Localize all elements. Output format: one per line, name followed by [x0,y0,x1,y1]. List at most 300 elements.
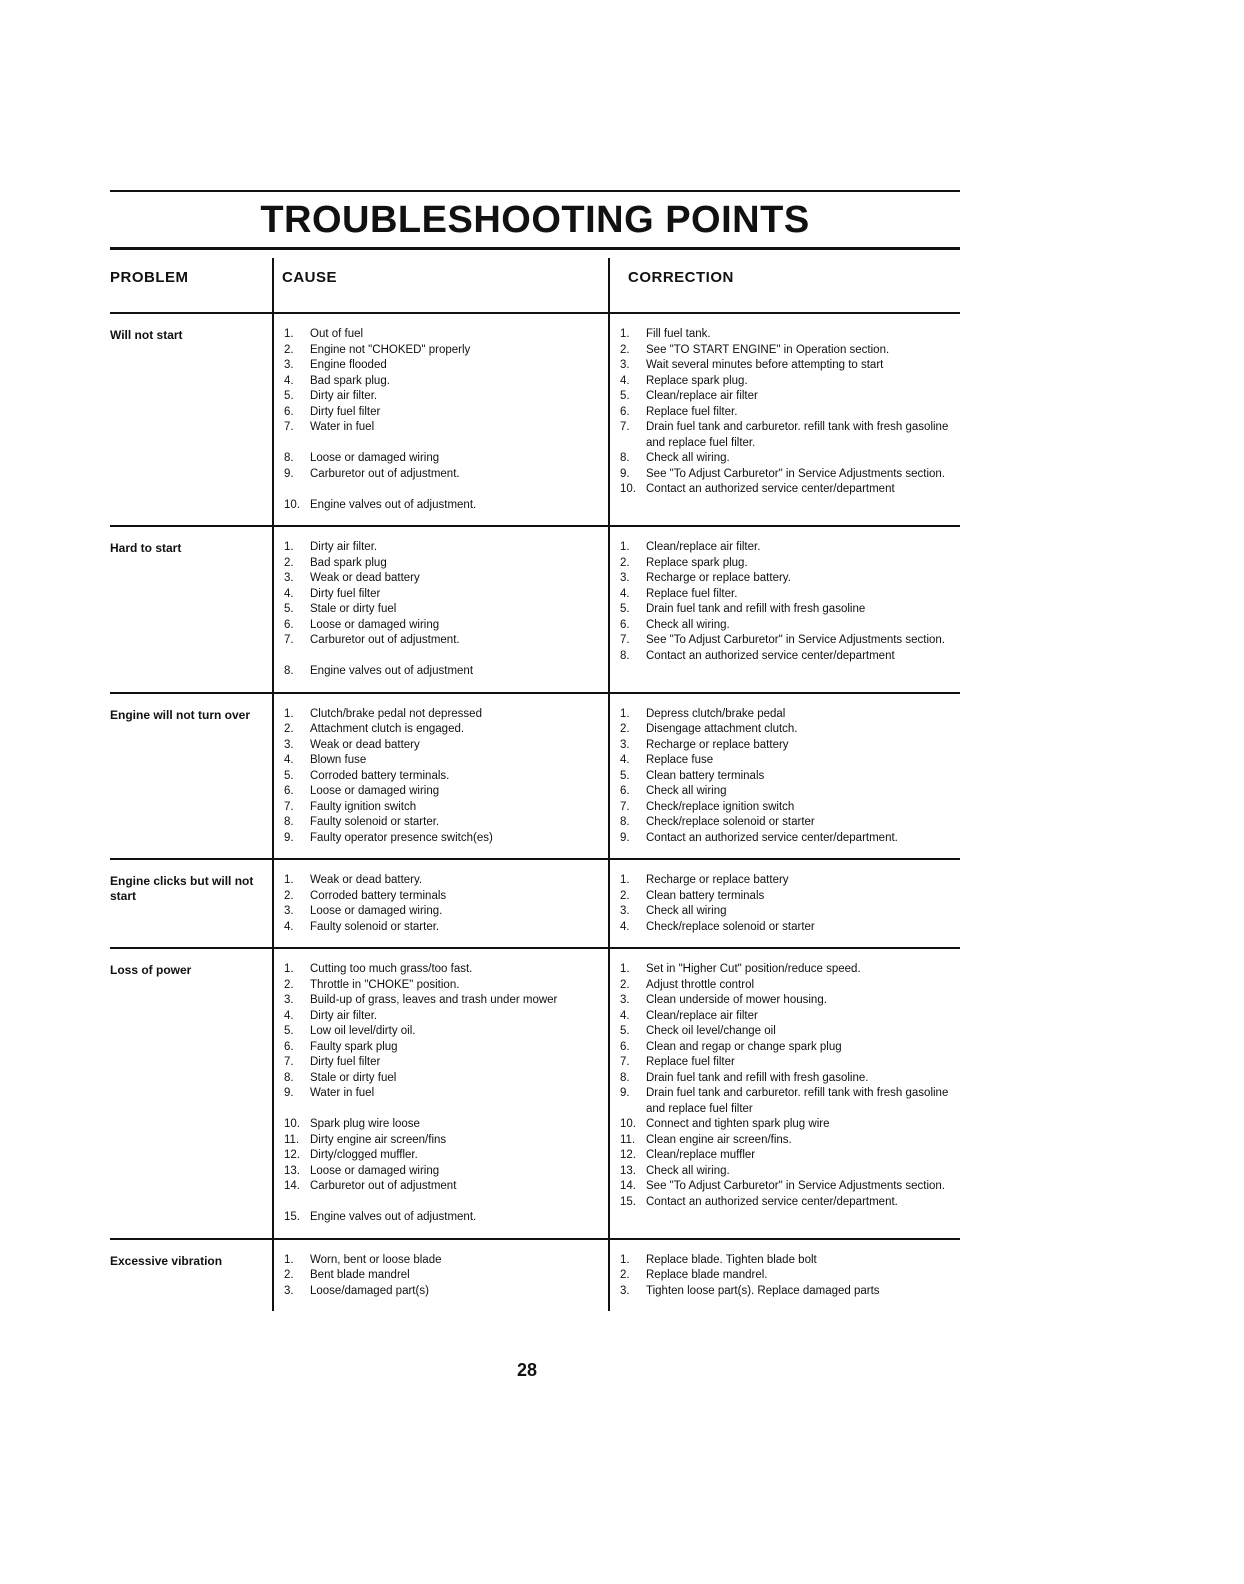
column-divider [608,527,610,692]
correction-text: Clean engine air screen/fins. [646,1133,792,1146]
cause-number: 7. [284,634,294,646]
cause-item [276,738,612,754]
correction-text: Clean battery terminals [646,769,765,782]
correction-number: 1. [620,328,630,340]
problem-section [110,314,960,527]
cause-text: Cutting too much grass/too fast. [310,963,473,975]
cause-text: Carburetor out of adjustment. [310,634,460,646]
cause-item [276,618,612,634]
cause-text: Engine valves out of adjustment. [310,498,477,511]
correction-number: 4. [620,754,630,766]
column-divider [608,949,610,1238]
correction-item [612,962,960,978]
correction-text: Check all wiring [646,905,727,917]
correction-number: 3. [620,1284,630,1297]
cause-number: 9. [284,1087,294,1099]
correction-text: Replace spark plug. [646,556,748,569]
correction-number: 14. [620,1180,636,1192]
cause-item [276,800,612,816]
correction-item [612,1086,960,1117]
correction-item [612,389,960,405]
cause-number: 3. [284,1284,294,1297]
correction-item [612,707,960,723]
column-divider [272,860,274,947]
correction-number: 4. [620,920,630,933]
cause-item [276,405,612,421]
correction-number: 3. [620,359,630,371]
correction-number: 7. [620,800,630,813]
cause-item [276,358,612,374]
correction-number: 7. [620,1056,630,1068]
problem-section [110,949,960,1240]
correction-text: Drain fuel tank and carburetor. refill tank with fresh gasoline and replace fuel filter [646,1087,949,1115]
correction-text: Drain fuel tank and carburetor. refill tank with fresh gasoline and replace fuel filter. [646,421,949,449]
correction-item [612,556,960,572]
cause-list [276,873,612,935]
problem-section [110,527,960,694]
cause-item [276,993,612,1009]
cause-item [276,784,612,800]
cause-text: Spark plug wire loose [310,1118,420,1130]
troubleshooting-page [110,190,960,1311]
problem-section [110,694,960,861]
correction-item [612,1024,960,1040]
correction-number: 13. [620,1164,636,1177]
column-divider [608,694,610,859]
cause-item [276,587,612,603]
correction-text: See "TO START ENGINE" in Operation section. [646,343,890,356]
correction-number: 3. [620,905,630,917]
cause-item [276,1040,612,1056]
cause-list [276,540,612,680]
correction-item [612,571,960,587]
cause-item [276,1102,612,1118]
correction-item [612,784,960,800]
cause-item [276,556,612,572]
cause-text: Engine valves out of adjustment [310,665,474,677]
cause-text: Out of fuel [310,328,364,340]
header-correction: CORRECTION [628,269,734,286]
cause-number: 12. [284,1149,300,1161]
header-cause: CAUSE [282,269,338,286]
cause-text: Engine not "CHOKED" properly [310,343,471,356]
cause-text: Water in fuel [310,421,375,433]
correction-text: Clean battery terminals [646,889,765,902]
correction-item [612,1117,960,1133]
correction-text: Check all wiring. [646,618,730,631]
cause-number: 2. [284,1269,294,1281]
correction-number: 6. [620,1040,630,1053]
cause-item [276,1071,612,1087]
correction-item [612,420,960,451]
cause-text: Weak or dead battery [310,572,420,584]
cause-text: Dirty/clogged muffler. [310,1149,418,1161]
correction-number: 1. [620,707,630,720]
cause-text: Dirty fuel filter [310,587,381,600]
header-problem: PROBLEM [110,269,189,286]
cause-list [276,1253,612,1300]
correction-text: Drain fuel tank and refill with fresh gasoline. [646,1071,869,1084]
correction-list [612,873,960,935]
correction-list [612,962,960,1226]
problem-section [110,1240,960,1312]
correction-text: Recharge or replace battery. [646,572,791,584]
cause-text: Engine flooded [310,359,387,371]
cause-item [276,1133,612,1149]
cause-number: 2. [284,978,294,991]
cause-item [276,1009,612,1025]
correction-item [612,873,960,889]
correction-text: Replace blade. Tighten blade bolt [646,1253,817,1266]
correction-item [612,738,960,754]
correction-number: 5. [620,390,630,402]
cause-item [276,664,612,680]
column-divider [272,949,274,1238]
cause-item [276,540,612,556]
cause-item [276,1117,612,1133]
column-divider [272,694,274,859]
correction-number: 1. [620,541,630,553]
correction-number: 8. [620,452,630,464]
cause-text: Carburetor out of adjustment. [310,467,460,480]
cause-number: 6. [284,1040,294,1053]
cause-text: Dirty engine air screen/fins [310,1133,447,1146]
correction-item [612,1148,960,1164]
cause-text: Bent blade mandrel [310,1269,410,1281]
cause-number: 15. [284,1211,300,1223]
problem-label: Excessive vibration [110,1253,223,1268]
cause-text: Faulty spark plug [310,1040,398,1053]
cause-number: 7. [284,421,294,433]
cause-list [276,707,612,847]
cause-number: 4. [284,587,294,600]
correction-item [612,1009,960,1025]
correction-number: 6. [620,618,630,631]
cause-item [276,649,612,665]
cause-number: 7. [284,1056,294,1068]
correction-text: Depress clutch/brake pedal [646,707,786,720]
correction-item [612,451,960,467]
correction-item [612,358,960,374]
cause-number: 3. [284,738,294,751]
correction-item [612,889,960,905]
cause-text: Attachment clutch is engaged. [310,723,465,735]
cause-text: Loose/damaged part(s) [310,1284,429,1297]
cause-item [276,420,612,436]
cause-text: Worn, bent or loose blade [310,1253,442,1266]
cause-item [276,962,612,978]
cause-text: Corroded battery terminals. [310,769,450,782]
cause-item [276,1086,612,1102]
problem-label: Hard to start [110,541,182,555]
cause-number: 4. [284,754,294,766]
correction-text: Check all wiring. [646,1164,730,1177]
cause-text: Corroded battery terminals [310,889,447,902]
cause-number: 6. [284,405,294,418]
correction-text: Check all wiring [646,785,727,797]
correction-text: Wait several minutes before attempting to start [646,359,884,371]
cause-text: Dirty air filter. [310,390,378,402]
column-divider [272,258,274,312]
correction-item [612,993,960,1009]
cause-text: Loose or damaged wiring [310,618,440,631]
correction-text: Recharge or replace battery [646,738,789,751]
correction-item [612,831,960,847]
cause-item [276,831,612,847]
correction-number: 2. [620,343,630,356]
cause-item [276,753,612,769]
cause-number: 3. [284,572,294,584]
correction-item [612,1071,960,1087]
cause-item [276,1195,612,1211]
correction-number: 3. [620,994,630,1006]
correction-item [612,1195,960,1211]
correction-text: Contact an authorized service center/department. [646,1195,898,1208]
correction-list [612,707,960,847]
cause-text: Stale or dirty fuel [310,603,397,615]
cause-text: Water in fuel [310,1087,375,1099]
correction-item [612,1268,960,1284]
correction-item [612,1133,960,1149]
correction-number: 3. [620,572,630,584]
correction-text: Adjust throttle control [646,978,755,991]
correction-number: 2. [620,1269,630,1281]
cause-number: 5. [284,390,294,402]
cause-text: Carburetor out of adjustment [310,1180,457,1192]
correction-number: 4. [620,587,630,600]
column-divider [272,1240,274,1312]
correction-number: 10. [620,483,636,495]
correction-item [612,815,960,831]
cause-text: Faulty operator presence switch(es) [310,831,493,844]
cause-item [276,374,612,390]
correction-text: Contact an authorized service center/department [646,483,895,495]
correction-text: Clean underside of mower housing. [646,994,827,1006]
cause-item [276,1148,612,1164]
cause-number: 8. [284,1071,294,1084]
correction-item [612,769,960,785]
cause-number: 10. [284,498,300,511]
cause-item [276,451,612,467]
correction-text: Contact an authorized service center/department. [646,831,898,844]
column-divider [272,527,274,692]
cause-text: Engine valves out of adjustment. [310,1211,477,1223]
correction-item [612,978,960,994]
correction-item [612,467,960,483]
correction-item [612,343,960,359]
correction-text: Set in "Higher Cut" position/reduce speed. [646,963,861,975]
correction-text: Check/replace ignition switch [646,800,795,813]
cause-text: Weak or dead battery [310,738,420,751]
cause-number: 13. [284,1164,300,1177]
correction-item [612,800,960,816]
cause-list [276,327,612,513]
table-header [110,250,960,314]
correction-number: 5. [620,769,630,782]
column-divider [608,860,610,947]
correction-item [612,753,960,769]
correction-text: Replace blade mandrel. [646,1269,768,1281]
problem-label: Loss of power [110,963,192,977]
cause-number: 5. [284,1025,294,1037]
cause-number: 9. [284,831,294,844]
correction-text: Tighten loose part(s). Replace damaged parts [646,1284,880,1297]
cause-number: 14. [284,1180,300,1192]
cause-text: Weak or dead battery. [310,874,423,886]
correction-text: See "To Adjust Carburetor" in Service Adjustments section. [646,634,946,646]
cause-item [276,1210,612,1226]
correction-item [612,602,960,618]
cause-number: 1. [284,707,294,720]
cause-number: 9. [284,467,294,480]
cause-item [276,482,612,498]
cause-item [276,769,612,785]
correction-number: 12. [620,1149,636,1161]
correction-item [612,1055,960,1071]
cause-item [276,633,612,649]
correction-item [612,374,960,390]
correction-number: 2. [620,978,630,991]
correction-item [612,482,960,498]
page-title: TROUBLESHOOTING POINTS [260,199,810,241]
cause-number: 11. [284,1133,300,1146]
cause-item [276,498,612,514]
cause-number: 2. [284,556,294,569]
correction-number: 10. [620,1118,636,1130]
cause-text: Loose or damaged wiring. [310,905,443,917]
cause-item [276,436,612,452]
cause-text: Faulty solenoid or starter. [310,920,440,933]
cause-item [276,1253,612,1269]
cause-item [276,327,612,343]
correction-text: Clean/replace muffler [646,1149,756,1161]
cause-number: 8. [284,816,294,828]
correction-item [612,405,960,421]
cause-item [276,467,612,483]
correction-item [612,904,960,920]
cause-number: 2. [284,889,294,902]
correction-text: Replace spark plug. [646,374,748,387]
correction-number: 7. [620,421,630,433]
cause-item [276,1164,612,1180]
correction-text: Clean and regap or change spark plug [646,1040,842,1053]
correction-text: Check/replace solenoid or starter [646,920,815,933]
cause-number: 4. [284,1009,294,1022]
correction-text: Replace fuel filter. [646,405,738,418]
correction-text: Replace fuel filter. [646,587,738,600]
correction-number: 8. [620,816,630,828]
cause-text: Throttle in "CHOKE" position. [310,978,460,991]
correction-text: Check oil level/change oil [646,1025,776,1037]
cause-number: 4. [284,920,294,933]
correction-number: 8. [620,649,630,662]
correction-item [612,722,960,738]
correction-number: 7. [620,634,630,646]
correction-text: See "To Adjust Carburetor" in Service Adjustments section. [646,1180,946,1192]
problem-label: Engine clicks but will not start [110,874,254,903]
correction-list [612,1253,960,1300]
cause-item [276,815,612,831]
correction-text: Clean/replace air filter. [646,541,761,553]
problem-label: Engine will not turn over [110,707,251,722]
cause-text: Dirty air filter. [310,1009,378,1022]
correction-text: Connect and tighten spark plug wire [646,1118,830,1130]
cause-item [276,389,612,405]
cause-item [276,571,612,587]
correction-number: 15. [620,1195,636,1208]
cause-text: Stale or dirty fuel [310,1071,397,1084]
problem-section [110,860,960,949]
column-divider [272,314,274,525]
cause-number: 8. [284,665,294,677]
cause-number: 10. [284,1118,300,1130]
cause-item [276,1268,612,1284]
cause-text: Bad spark plug [310,556,387,569]
correction-number: 2. [620,556,630,569]
cause-item [276,904,612,920]
cause-list [276,962,612,1226]
correction-number: 11. [620,1133,636,1146]
correction-number: 4. [620,1009,630,1022]
cause-text: Dirty air filter. [310,541,378,553]
correction-item [612,1164,960,1180]
cause-text: Loose or damaged wiring [310,452,440,464]
correction-item [612,649,960,665]
cause-item [276,722,612,738]
cause-number: 6. [284,618,294,631]
cause-text: Low oil level/dirty oil. [310,1025,416,1037]
cause-number: 5. [284,769,294,782]
column-divider [608,258,610,312]
correction-number: 9. [620,831,630,844]
correction-text: Replace fuse [646,754,714,766]
cause-number: 1. [284,328,294,340]
page-number: 28 [516,1360,538,1380]
correction-number: 2. [620,889,630,902]
correction-number: 1. [620,963,630,975]
correction-item [612,587,960,603]
cause-number: 2. [284,723,294,735]
cause-number: 2. [284,343,294,356]
correction-text: Clean/replace air filter [646,390,758,402]
column-divider [608,314,610,525]
cause-item [276,343,612,359]
correction-number: 8. [620,1071,630,1084]
correction-number: 3. [620,738,630,751]
correction-text: Recharge or replace battery [646,874,789,886]
correction-list [612,327,960,513]
correction-text: Disengage attachment clutch. [646,723,798,735]
cause-item [276,1179,612,1195]
cause-text: Clutch/brake pedal not depressed [310,707,482,720]
correction-number: 9. [620,1087,630,1099]
cause-item [276,1055,612,1071]
correction-number: 2. [620,723,630,735]
column-divider [608,1240,610,1312]
cause-number: 8. [284,452,294,464]
problem-label: Will not start [110,328,183,342]
correction-text: Check all wiring. [646,452,730,464]
troubleshooting-table [110,314,960,1311]
cause-number: 4. [284,374,294,387]
cause-number: 7. [284,800,294,813]
correction-list [612,540,960,680]
correction-number: 6. [620,785,630,797]
correction-item [612,327,960,343]
cause-number: 5. [284,603,294,615]
cause-number: 1. [284,963,294,975]
cause-item [276,1024,612,1040]
